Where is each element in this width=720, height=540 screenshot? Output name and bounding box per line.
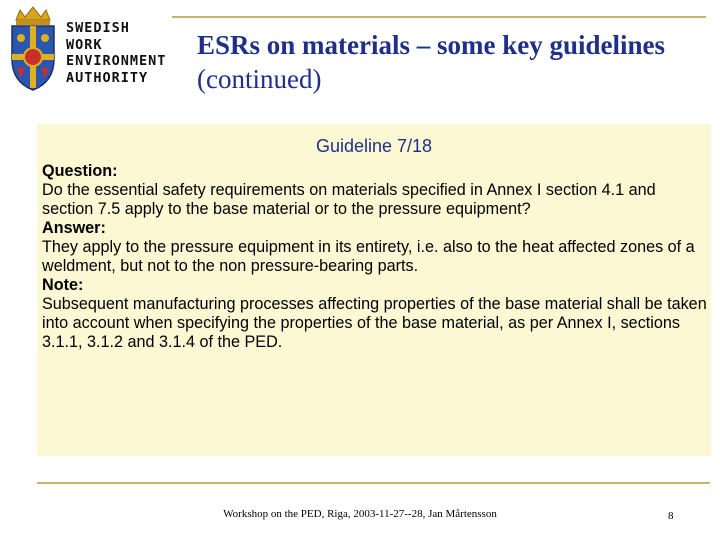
guideline-body bbox=[42, 162, 707, 352]
slide-title bbox=[197, 28, 697, 96]
logo-line: SWEDISH bbox=[66, 20, 130, 36]
question-text: Do the essential safety requirements on materials specified in Annex I section 4.1 and section 7.5 apply to the base material or to the pressure equipment? bbox=[42, 181, 656, 218]
note-label: Note: bbox=[42, 276, 84, 294]
slide-title-main: ESRs on materials – some key guidelines bbox=[197, 30, 666, 60]
slide-title-suffix: (continued) bbox=[197, 64, 322, 94]
bottom-divider bbox=[37, 482, 710, 484]
page-number: 8 bbox=[668, 510, 674, 522]
answer-text: They apply to the pressure equipment in its entirety, i.e. also to the heat affected zones of a weldment, but not to the non pressure-bearing parts. bbox=[42, 238, 695, 275]
logo-line: WORK bbox=[66, 36, 103, 53]
logo-wordmark bbox=[66, 20, 166, 86]
footer-text: Workshop on the PED, Riga, 2003-11-27--28, Jan Mårtensson bbox=[223, 508, 497, 520]
coat-of-arms-icon bbox=[4, 4, 62, 96]
note-text: Subsequent manufacturing processes affecting properties of the base material shall be taken into account when specifying the properties of the base material, as per Annex I, sections 3.1.1, 3.1.2 and 3.1.4 of the PED. bbox=[42, 295, 707, 351]
answer-label: Answer: bbox=[42, 219, 106, 237]
logo-line: AUTHORITY bbox=[66, 69, 149, 86]
top-divider bbox=[172, 16, 706, 18]
question-label: Question: bbox=[42, 162, 118, 180]
logo-line: ENVIRONMENT bbox=[66, 53, 167, 69]
guideline-heading: Guideline 7/18 bbox=[315, 136, 433, 156]
authority-logo bbox=[4, 4, 174, 96]
guideline-panel bbox=[37, 124, 711, 456]
